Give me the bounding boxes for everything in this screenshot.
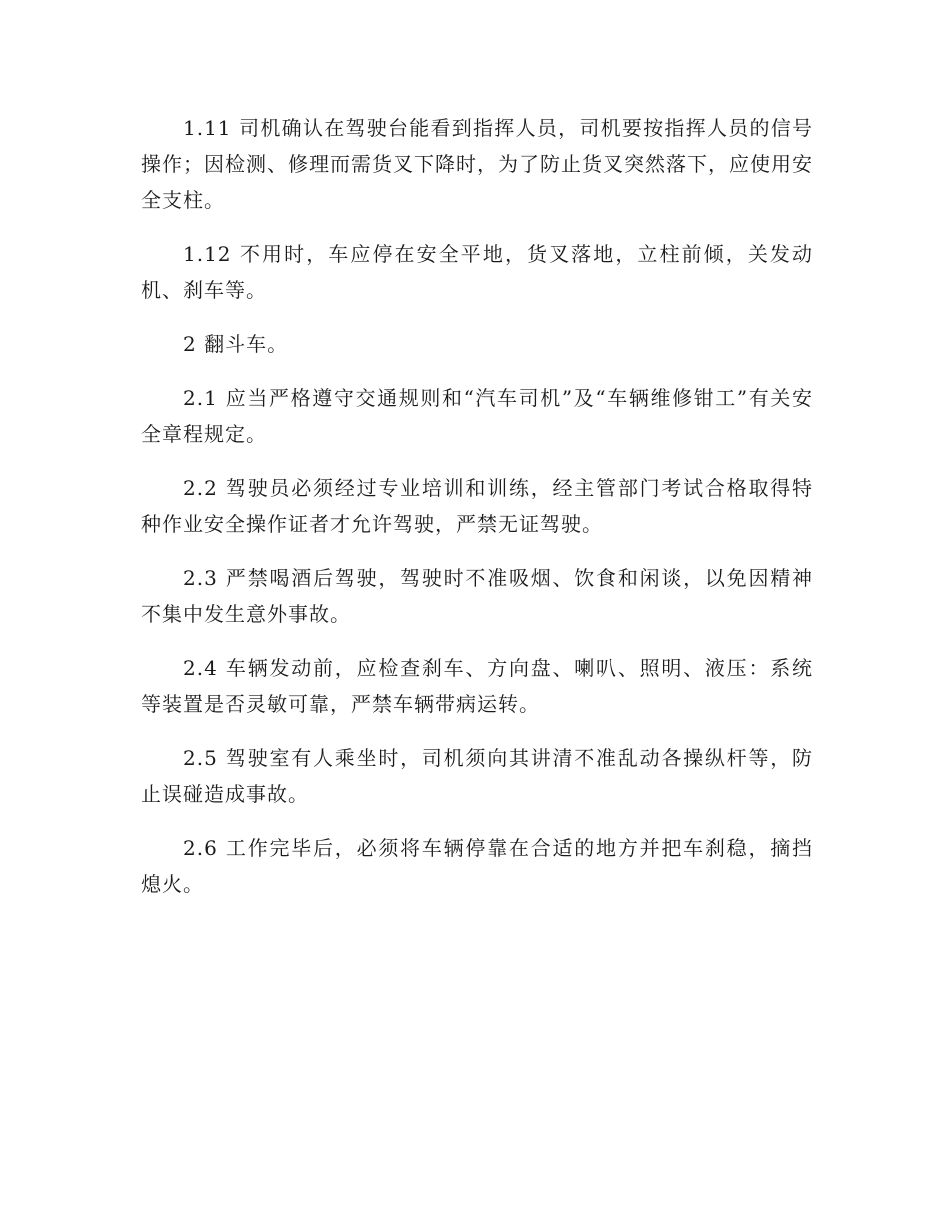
paragraph-2-3: 2.3 严禁喝酒后驾驶，驾驶时不准吸烟、饮食和闲谈，以免因精神不集中发生意外事故。 <box>141 566 813 626</box>
section-heading-2: 2 翻斗车。 <box>183 332 289 356</box>
paragraph-2-5: 2.5 驾驶室有人乘坐时，司机须向其讲清不准乱动各操纵杆等，防止误碰造成事故。 <box>141 746 813 806</box>
paragraph-2-6: 2.6 工作完毕后，必须将车辆停靠在合适的地方并把车刹稳，摘挡熄火。 <box>141 836 813 896</box>
paragraph-1-12: 1.12 不用时，车应停在安全平地，货叉落地，立柱前倾，关发动机、刹车等。 <box>141 242 813 302</box>
document-body <box>141 110 813 920</box>
paragraph-2-4: 2.4 车辆发动前，应检查刹车、方向盘、喇叭、照明、液压：系统等装置是否灵敏可靠，严禁车辆带病运转。 <box>141 656 813 716</box>
paragraph-2-2: 2.2 驾驶员必须经过专业培训和训练，经主管部门考试合格取得特种作业安全操作证者才允许驾驶，严禁无证驾驶。 <box>141 476 813 536</box>
paragraph-2-1: 2.1 应当严格遵守交通规则和“汽车司机”及“车辆维修钳工”有关安全章程规定。 <box>141 386 813 446</box>
paragraph-1-11: 1.11 司机确认在驾驶台能看到指挥人员，司机要按指挥人员的信号操作；因检测、修理而需货叉下降时，为了防止货叉突然落下，应使用安全支柱。 <box>141 116 813 212</box>
